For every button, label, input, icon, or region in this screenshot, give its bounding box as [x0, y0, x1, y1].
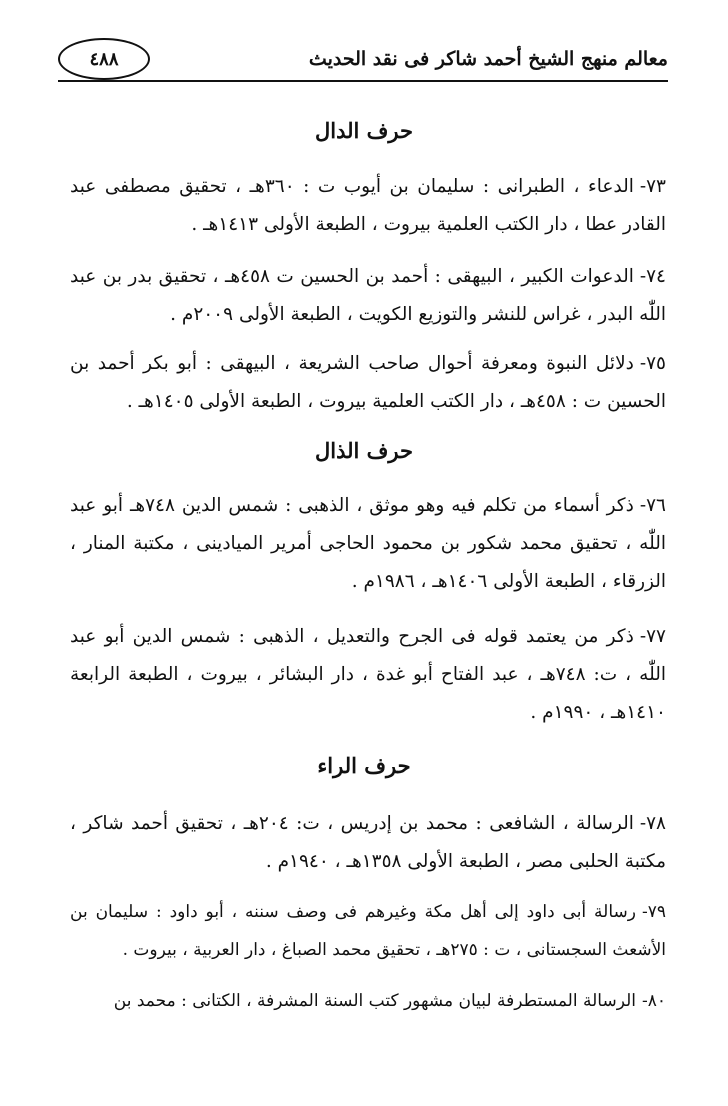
page-number: ٤٨٨: [89, 48, 119, 70]
entry-text: ذكر أسماء من تكلم فيه وهو موثق ، الذهبى : شمس الدين ٧٤٨هـ أبو عبد اللّٰه ، تحقيق محمد شكور بن محمود الحاجى أمرير الميادينى ، مكتبة المنار ، الزرقاء ، الطبعة الأولى ١٤٠٦هـ ، ١٩٨٦م .: [70, 495, 666, 592]
entry-text: رسالة أبى داود إلى أهل مكة وغيرهم فى وصف سننه ، أبو داود : سليمان بن الأشعث السجستانى ، ت : ٢٧٥هـ ، تحقيق محمد الصباغ ، دار العربية ، بيروت .: [70, 902, 666, 960]
page-number-badge: [58, 38, 150, 80]
bibliography-entry: [70, 893, 666, 969]
bibliography-entry: [70, 805, 666, 881]
bibliography-entry: [70, 168, 666, 244]
entry-text: الدعاء ، الطبرانى : سليمان بن أيوب ت : ٣٦٠هـ ، تحقيق مصطفى عبد القادر عطا ، دار الكتب العلمية بيروت ، الطبعة الأولى ١٤١٣هـ .: [70, 176, 666, 235]
entry-number: ٧٩-: [641, 902, 666, 922]
entry-number: ٧٦-: [639, 495, 666, 516]
bibliography-entry: [70, 618, 666, 732]
entry-number: ٨٠-: [641, 991, 666, 1011]
section-heading-ra: حرف الراء: [317, 753, 411, 778]
entry-number: ٧٧-: [639, 626, 666, 647]
entry-number: ٧٥-: [639, 353, 666, 374]
bibliography-entry: [70, 345, 666, 421]
bibliography-entry: [70, 258, 666, 334]
section-heading-dhal: حرف الذال: [315, 438, 413, 463]
entry-number: ٧٣-: [639, 176, 666, 197]
header-rule: [58, 80, 668, 82]
running-title: معالم منهج الشيخ أحمد شاكر فى نقد الحديث: [308, 48, 668, 70]
bibliography-entry: [70, 982, 666, 1020]
entry-text: الدعوات الكبير ، البيهقى : أحمد بن الحسين ت ٤٥٨هـ ، تحقيق بدر بن عبد اللّٰه البدر ، غراس للنشر والتوزيع الكويت ، الطبعة الأولى ٢٠٠٩م .: [70, 266, 666, 325]
section-heading-dal: حرف الدال: [315, 118, 413, 143]
page-header: [58, 36, 668, 80]
entry-number: ٧٤-: [639, 266, 666, 287]
bibliography-entry: [70, 487, 666, 601]
entry-text: الرسالة المستطرفة لبيان مشهور كتب السنة المشرفة ، الكتانى : محمد بن: [113, 991, 636, 1011]
entry-text: الرسالة ، الشافعى : محمد بن إدريس ، ت: ٢٠٤هـ ، تحقيق أحمد شاكر ، مكتبة الحلبى مصر ، الطبعة الأولى ١٣٥٨هـ ، ١٩٤٠م .: [70, 813, 666, 872]
entry-text: ذكر من يعتمد قوله فى الجرح والتعديل ، الذهبى : شمس الدين أبو عبد اللّٰه ، ت: ٧٤٨هـ ، عبد الفتاح أبو غدة ، دار البشائر ، بيروت ، الطبعة الرابعة ١٤١٠هـ ، ١٩٩٠م .: [70, 626, 666, 723]
entry-text: دلائل النبوة ومعرفة أحوال صاحب الشريعة ، البيهقى : أبو بكر أحمد بن الحسين ت : ٤٥٨هـ ، دار الكتب العلمية بيروت ، الطبعة الأولى ١٤٠٥هـ .: [70, 353, 666, 412]
entry-number: ٧٨-: [639, 813, 666, 834]
